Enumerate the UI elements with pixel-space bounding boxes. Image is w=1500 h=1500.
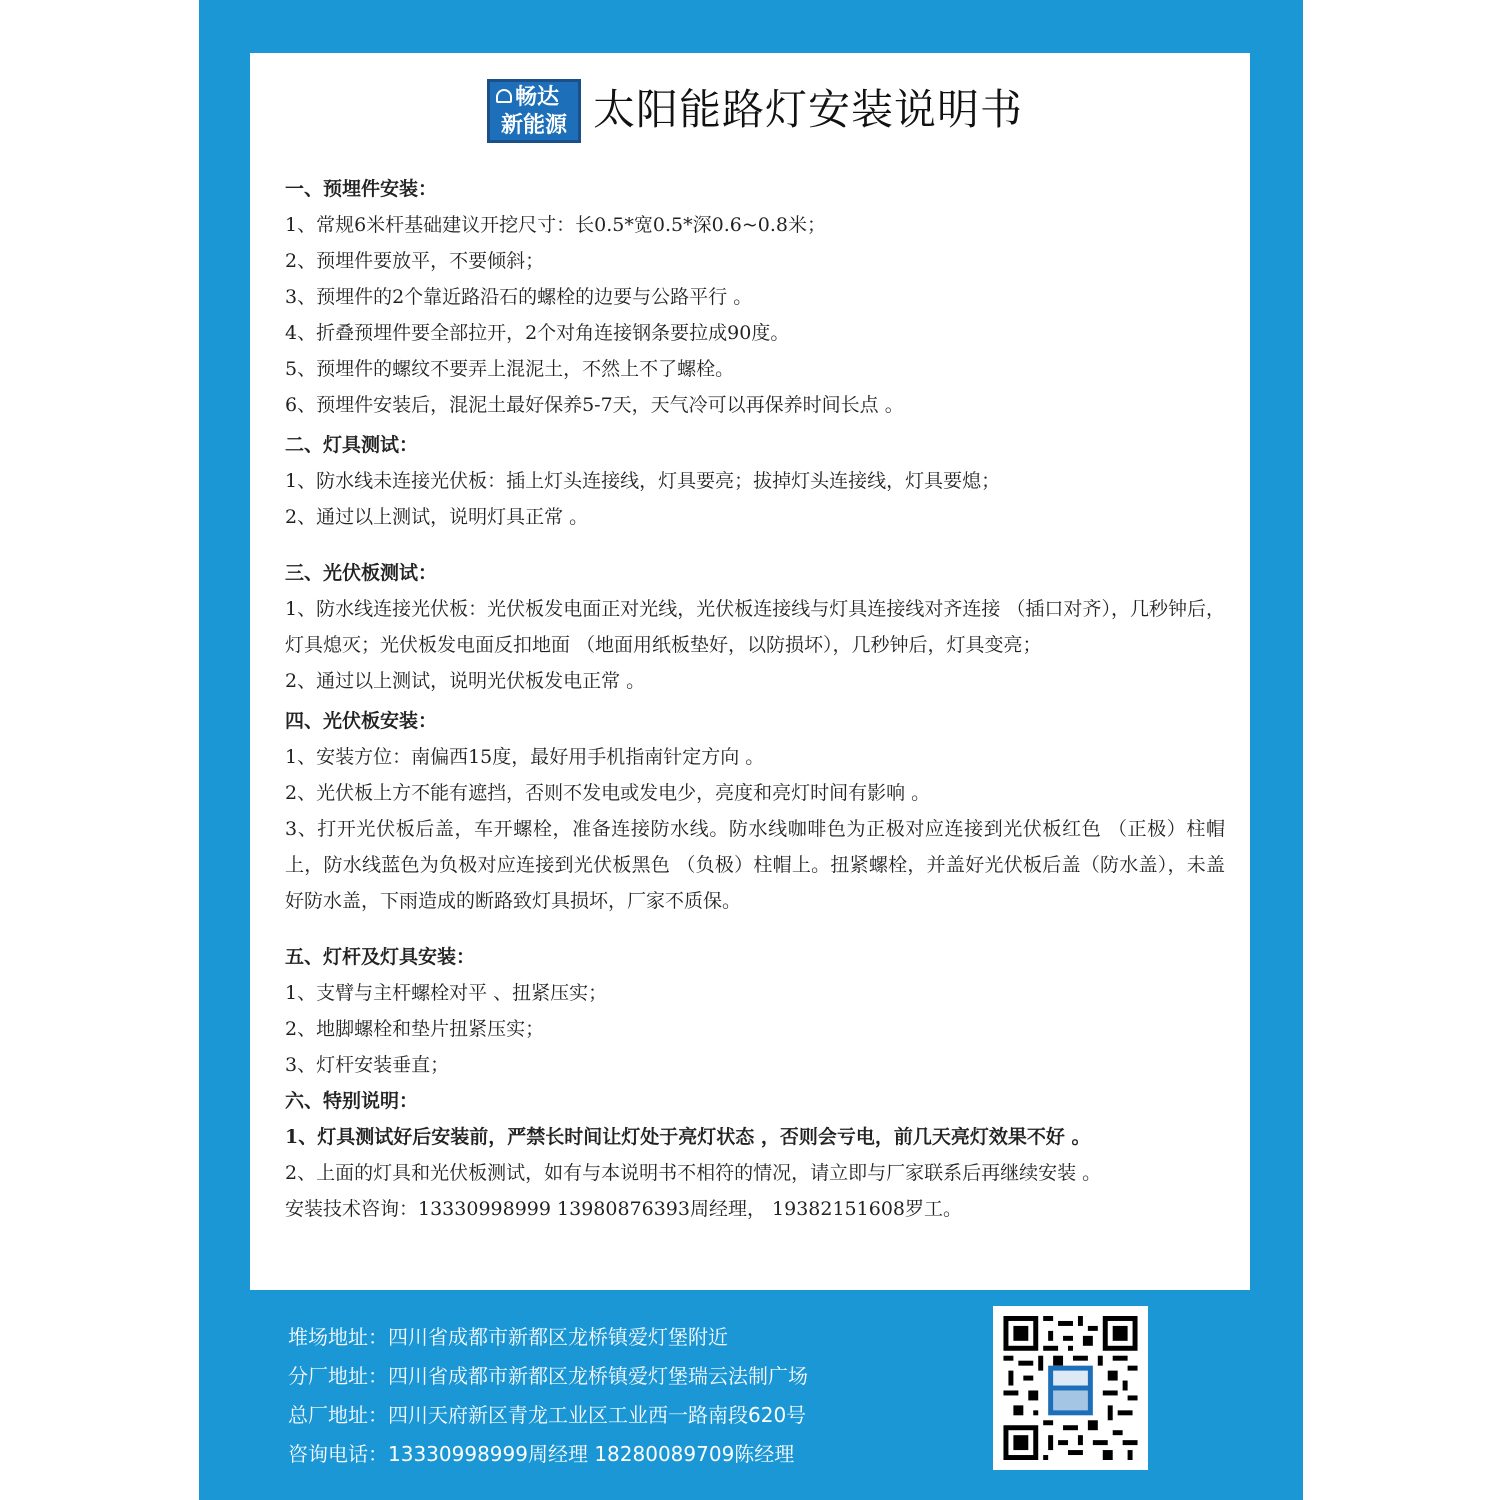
contact-phones: 咨询电话：13330998999周经理 18280089709陈经理: [288, 1442, 795, 1466]
instruction-line: 6、预埋件安装后，混泥土最好保养5-7天，天气冷可以再保养时间长点 。: [285, 394, 904, 416]
qr-code: [993, 1306, 1148, 1470]
instruction-line: 2、上面的灯具和光伏板测试，如有与本说明书不相符的情况，请立即与厂家联系后再继续安装 。: [285, 1162, 1102, 1184]
branch-address: 分厂地址：四川省成都市新都区龙桥镇爱灯堡瑞云法制广场: [288, 1364, 808, 1388]
instruction-line: 5、预埋件的螺纹不要弄上混泥土，不然上不了螺栓。: [285, 358, 735, 380]
yard-address: 堆场地址：四川省成都市新都区龙桥镇爱灯堡附近: [288, 1325, 728, 1349]
consult-phone-line: 安装技术咨询：13330998999 13980876393周经理， 19382151608罗工。: [285, 1198, 962, 1220]
instruction-paragraph: 1、防水线连接光伏板：光伏板发电面正对光线，光伏板连接线与灯具连接线对齐连接 （插口对齐），几秒钟后，灯具熄灭；光伏板发电面反扣地面 （地面用纸板垫好，以防损坏），几秒钟后，灯具变亮；: [285, 598, 1225, 656]
instruction-line: 1、常规6米杆基础建议开挖尺寸：长0.5*宽0.5*深0.6~0.8米；: [285, 214, 826, 236]
instructions: [285, 171, 1225, 1227]
company-logo: [487, 79, 581, 143]
instruction-line: 2、通过以上测试，说明光伏板发电正常 。: [285, 670, 646, 692]
section-heading: 三、光伏板测试：: [285, 562, 438, 584]
instruction-panel: [250, 53, 1250, 1290]
section-heading: 四、光伏板安装：: [285, 710, 438, 732]
instruction-line: 2、光伏板上方不能有遮挡，否则不发电或发电少，亮度和亮灯时间有影响 。: [285, 782, 931, 804]
instruction-line: 2、通过以上测试，说明灯具正常 。: [285, 506, 589, 528]
logo-line2: 新能源: [500, 113, 567, 138]
qr-code-icon: [1003, 1316, 1138, 1460]
instruction-line: 3、预埋件的2个靠近路沿石的螺栓的边要与公路平行 。: [285, 286, 753, 308]
instruction-line: 2、预埋件要放平，不要倾斜；: [285, 250, 545, 272]
instruction-line: 3、灯杆安装垂直；: [285, 1054, 450, 1076]
instruction-line: 2、地脚螺栓和垫片扭紧压实；: [285, 1018, 545, 1040]
section-heading: 五、灯杆及灯具安装：: [285, 946, 476, 968]
logo-mark-icon: [496, 89, 512, 103]
warning-line: 1、灯具测试好后安装前，严禁长时间让灯处于亮灯状态 ，否则会亏电，前几天亮灯效果不好 。: [285, 1126, 1091, 1148]
hq-address: 总厂地址：四川天府新区青龙工业区工业西一路南段620号: [288, 1403, 807, 1427]
instruction-line: 1、支臂与主杆螺栓对平 、扭紧压实；: [285, 982, 608, 1004]
section-heading: 六、特别说明：: [285, 1090, 419, 1112]
logo-line1: 畅达: [515, 85, 560, 110]
instruction-paragraph: 3、打开光伏板后盖，车开螺栓，准备连接防水线。防水线咖啡色为正极对应连接到光伏板红色 （正极）柱帽上，防水线蓝色为负极对应连接到光伏板黑色 （负极）柱帽上。扭紧螺栓，并盖好光伏板后盖（防水盖），未盖好防水盖，下雨造成的断路致灯具损坏，厂家不质保。: [285, 818, 1225, 912]
instruction-line: 1、安装方位：南偏西15度，最好用手机指南针定方向 。: [285, 746, 765, 768]
address-footer: [288, 1318, 808, 1474]
header: [250, 75, 1250, 145]
instruction-line: 4、折叠预埋件要全部拉开，2个对角连接钢条要拉成90度。: [285, 322, 790, 344]
section-heading: 一、预埋件安装：: [285, 178, 438, 200]
instruction-line: 1、防水线未连接光伏板：插上灯头连接线，灯具要亮；拔掉灯头连接线，灯具要熄；: [285, 470, 1001, 492]
page-title: 太阳能路灯安装说明书: [593, 85, 1024, 134]
section-heading: 二、灯具测试：: [285, 434, 419, 456]
